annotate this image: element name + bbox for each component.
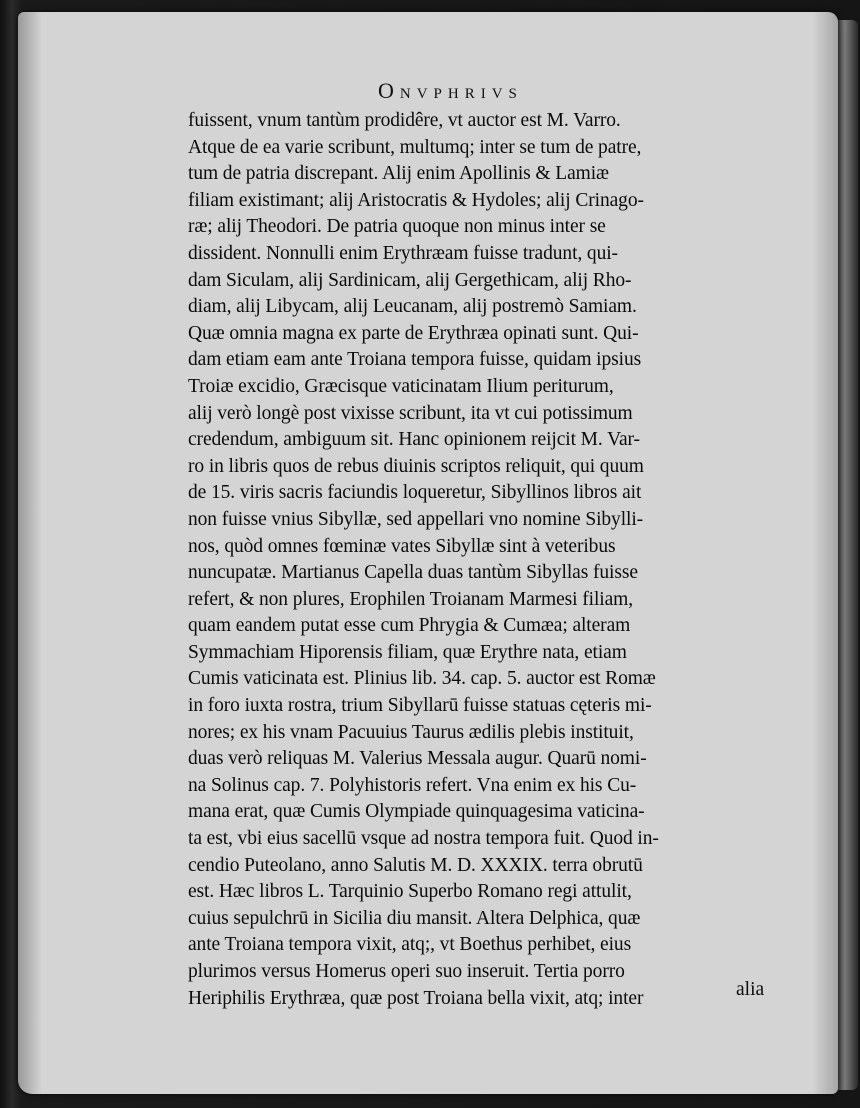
text-line: nuncupatæ. Martianus Capella duas tantùm Sibyllas fuisse (188, 562, 638, 584)
text-line: duas verò reliquas M. Valerius Messala augur. Quarū nomi- (188, 748, 647, 770)
text-line: refert, & non plures, Erophilen Troianam Marmesi filiam, (188, 588, 633, 610)
running-head: Onvphrivs (378, 78, 523, 103)
book-edge (836, 20, 858, 1090)
text-line: ro in libris quos de rebus diuinis scriptos reliquit, qui quum (188, 455, 644, 477)
text-line: fuissent, vnum tantùm prodidêre, vt auctor est M. Varro. (188, 110, 621, 131)
text-line: nores; ex his vnam Pacuuius Taurus ædilis plebis instituit, (188, 721, 634, 743)
body-text (188, 108, 788, 1012)
text-line: ræ; alij Theodori. De patria quoque non minus inter se (188, 216, 606, 238)
text-line: dam etiam eam ante Troiana tempora fuisse, quidam ipsius (188, 349, 642, 371)
text-line: dam Siculam, alij Sardinicam, alij Gergethicam, alij Rho- (188, 269, 632, 291)
text-line: Symmachiam Hiporensis filiam, quæ Erythre nata, etiam (188, 641, 627, 663)
text-line: cuius sepulchrū in Sicilia diu mansit. Altera Delphica, quæ (188, 907, 641, 929)
text-line: est. Hæc libros L. Tarquinio Superbo Romano regi attulit, (188, 881, 632, 903)
text-line: credendum, ambiguum sit. Hanc opinionem reijcit M. Var- (188, 429, 640, 451)
text-line: quam eandem putat esse cum Phrygia & Cumæa; alteram (188, 615, 631, 637)
text-line: dissident. Nonnulli enim Erythræam fuisse tradunt, qui- (188, 242, 618, 264)
text-line: non fuisse vnius Sibyllæ, sed appellari vno nomine Sibylli- (188, 508, 644, 530)
text-line: Atque de ea varie scribunt, multumq; inter se tum de patre, (188, 136, 642, 158)
text-line: Quæ omnia magna ex parte de Erythræa opinati sunt. Qui- (188, 322, 639, 344)
text-line: in foro iuxta rostra, trium Sibyllarū fuisse statuas cęteris mi- (188, 695, 652, 717)
text-line: ante Troiana tempora vixit, atq;, vt Boethus perhibet, eius (188, 934, 632, 956)
text-line: cendio Puteolano, anno Salutis M. D. XXXIX. terra obrutū (188, 854, 643, 876)
catchword: alia (736, 979, 765, 1000)
book-page (18, 12, 838, 1094)
text-line: de 15. viris sacris faciundis loqueretur, Sibyllinos libros ait (188, 482, 642, 504)
text-line: mana erat, quæ Cumis Olympiade quinquagesima vaticina- (188, 801, 645, 823)
text-line: alij verò longè post vixisse scribunt, ita vt cui potissimum (188, 402, 633, 424)
text-line: Troiæ excidio, Græcisque vaticinatam Ilium periturum, (188, 375, 614, 397)
text-line: na Solinus cap. 7. Polyhistoris refert. Vna enim ex his Cu- (188, 774, 637, 796)
text-line: Cumis vaticinata est. Plinius lib. 34. cap. 5. auctor est Romæ (188, 668, 656, 690)
text-line: Heriphilis Erythræa, quæ post Troiana bella vixit, atq; inter (188, 987, 644, 1009)
text-line: diam, alij Libycam, alij Leucanam, alij postremò Samiam. (188, 296, 637, 318)
text-line: plurimos versus Homerus operi suo inseruit. Tertia porro (188, 961, 625, 982)
text-line: filiam existimant; alij Aristocratis & Hydoles; alij Crinago- (188, 189, 644, 211)
text-line: nos, quòd omnes fœminæ vates Sibyllæ sint à veteribus (188, 535, 616, 557)
text-line: ta est, vbi eius sacellū vsque ad nostra tempora fuit. Quod in- (188, 828, 659, 850)
text-line: tum de patria discrepant. Alij enim Apollinis & Lamiæ (188, 163, 609, 185)
